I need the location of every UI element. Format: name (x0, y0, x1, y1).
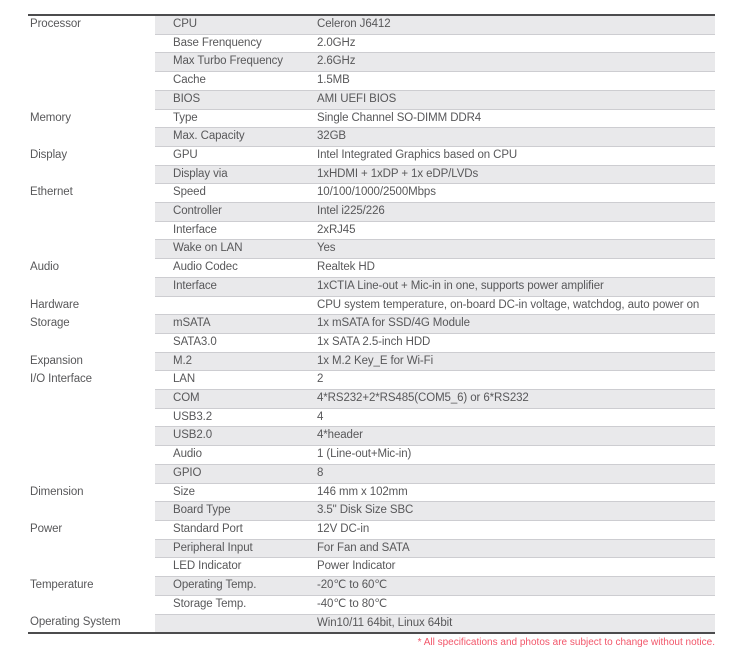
value-cell: -40℃ to 80℃ (317, 595, 715, 614)
category-cell (28, 446, 155, 465)
category-cell: Memory (28, 109, 155, 128)
table-row (28, 34, 715, 53)
item-cell: Max Turbo Frequency (155, 53, 317, 72)
table-row (28, 109, 715, 128)
spec-sheet (28, 14, 715, 634)
table-row (28, 221, 715, 240)
item-cell: COM (155, 390, 317, 409)
item-cell: Speed (155, 184, 317, 203)
disclaimer-note: * All specifications and photos are subject to change without notice. (417, 637, 715, 648)
item-cell: Interface (155, 221, 317, 240)
table-row (28, 72, 715, 91)
value-cell: 2xRJ45 (317, 221, 715, 240)
item-cell: Standard Port (155, 520, 317, 539)
value-cell: Realtek HD (317, 259, 715, 278)
table-row (28, 165, 715, 184)
value-cell: AMI UEFI BIOS (317, 90, 715, 109)
item-cell: SATA3.0 (155, 333, 317, 352)
table-row (28, 259, 715, 278)
value-cell: 1x mSATA for SSD/4G Module (317, 315, 715, 334)
value-cell: 10/100/1000/2500Mbps (317, 184, 715, 203)
table-row (28, 520, 715, 539)
table-row (28, 577, 715, 596)
table-row (28, 427, 715, 446)
category-cell: Hardware (28, 296, 155, 315)
item-cell: Operating Temp. (155, 577, 317, 596)
category-cell: Display (28, 146, 155, 165)
spec-table (28, 14, 715, 634)
item-cell: Size (155, 483, 317, 502)
item-cell: Audio (155, 446, 317, 465)
item-cell: Storage Temp. (155, 595, 317, 614)
category-cell (28, 165, 155, 184)
table-row (28, 539, 715, 558)
item-cell: BIOS (155, 90, 317, 109)
value-cell: 146 mm x 102mm (317, 483, 715, 502)
item-cell: Display via (155, 165, 317, 184)
table-row (28, 614, 715, 633)
category-cell (28, 277, 155, 296)
value-cell: 1x M.2 Key_E for Wi-Fi (317, 352, 715, 371)
category-cell (28, 390, 155, 409)
value-cell: 2.6GHz (317, 53, 715, 72)
table-row (28, 502, 715, 521)
table-row (28, 558, 715, 577)
value-cell: Intel Integrated Graphics based on CPU (317, 146, 715, 165)
table-row (28, 240, 715, 259)
table-row (28, 128, 715, 147)
category-cell: I/O Interface (28, 371, 155, 390)
category-cell (28, 427, 155, 446)
category-cell: Storage (28, 315, 155, 334)
category-cell: Operating System (28, 614, 155, 633)
value-cell: 1xCTIA Line-out + Mic-in in one, supports power amplifier (317, 277, 715, 296)
value-cell: For Fan and SATA (317, 539, 715, 558)
item-cell: mSATA (155, 315, 317, 334)
item-cell: GPIO (155, 464, 317, 483)
category-cell (28, 128, 155, 147)
value-cell: Single Channel SO-DIMM DDR4 (317, 109, 715, 128)
item-cell: GPU (155, 146, 317, 165)
table-row (28, 464, 715, 483)
table-row (28, 203, 715, 222)
category-cell (28, 502, 155, 521)
category-cell (28, 72, 155, 91)
item-cell: CPU (155, 15, 317, 34)
table-row (28, 371, 715, 390)
category-cell (28, 595, 155, 614)
value-cell: 2 (317, 371, 715, 390)
category-cell: Ethernet (28, 184, 155, 203)
value-cell: CPU system temperature, on-board DC-in voltage, watchdog, auto power on (317, 296, 715, 315)
category-cell: Expansion (28, 352, 155, 371)
category-cell (28, 408, 155, 427)
value-cell: Celeron J6412 (317, 15, 715, 34)
value-cell: Power Indicator (317, 558, 715, 577)
item-cell: Peripheral Input (155, 539, 317, 558)
spec-table-body (28, 15, 715, 633)
value-cell: 4 (317, 408, 715, 427)
table-row (28, 15, 715, 34)
item-cell (155, 296, 317, 315)
item-cell: Board Type (155, 502, 317, 521)
table-row (28, 483, 715, 502)
category-cell (28, 464, 155, 483)
table-row (28, 352, 715, 371)
value-cell: 3.5" Disk Size SBC (317, 502, 715, 521)
category-cell (28, 333, 155, 352)
category-cell (28, 90, 155, 109)
table-row (28, 90, 715, 109)
value-cell: 8 (317, 464, 715, 483)
table-row (28, 595, 715, 614)
value-cell: 32GB (317, 128, 715, 147)
item-cell: Cache (155, 72, 317, 91)
item-cell: Base Frenquency (155, 34, 317, 53)
category-cell: Audio (28, 259, 155, 278)
item-cell: LAN (155, 371, 317, 390)
table-row (28, 146, 715, 165)
table-row (28, 296, 715, 315)
item-cell: Wake on LAN (155, 240, 317, 259)
value-cell: Win10/11 64bit, Linux 64bit (317, 614, 715, 633)
item-cell (155, 614, 317, 633)
category-cell (28, 203, 155, 222)
value-cell: 1 (Line-out+Mic-in) (317, 446, 715, 465)
table-row (28, 184, 715, 203)
category-cell: Dimension (28, 483, 155, 502)
category-cell: Processor (28, 15, 155, 34)
value-cell: 4*header (317, 427, 715, 446)
category-cell (28, 34, 155, 53)
table-row (28, 390, 715, 409)
item-cell: LED Indicator (155, 558, 317, 577)
value-cell: Yes (317, 240, 715, 259)
table-row (28, 446, 715, 465)
value-cell: 1.5MB (317, 72, 715, 91)
value-cell: 2.0GHz (317, 34, 715, 53)
value-cell: -20℃ to 60℃ (317, 577, 715, 596)
item-cell: Audio Codec (155, 259, 317, 278)
item-cell: Controller (155, 203, 317, 222)
table-row (28, 277, 715, 296)
category-cell (28, 240, 155, 259)
table-row (28, 53, 715, 72)
value-cell: 4*RS232+2*RS485(COM5_6) or 6*RS232 (317, 390, 715, 409)
value-cell: 1x SATA 2.5-inch HDD (317, 333, 715, 352)
category-cell (28, 539, 155, 558)
category-cell: Power (28, 520, 155, 539)
value-cell: 12V DC-in (317, 520, 715, 539)
table-row (28, 333, 715, 352)
value-cell: Intel i225/226 (317, 203, 715, 222)
category-cell (28, 558, 155, 577)
item-cell: Type (155, 109, 317, 128)
item-cell: Max. Capacity (155, 128, 317, 147)
item-cell: USB3.2 (155, 408, 317, 427)
category-cell: Temperature (28, 577, 155, 596)
category-cell (28, 53, 155, 72)
table-row (28, 315, 715, 334)
item-cell: USB2.0 (155, 427, 317, 446)
item-cell: Interface (155, 277, 317, 296)
category-cell (28, 221, 155, 240)
table-row (28, 408, 715, 427)
item-cell: M.2 (155, 352, 317, 371)
value-cell: 1xHDMI + 1xDP + 1x eDP/LVDs (317, 165, 715, 184)
